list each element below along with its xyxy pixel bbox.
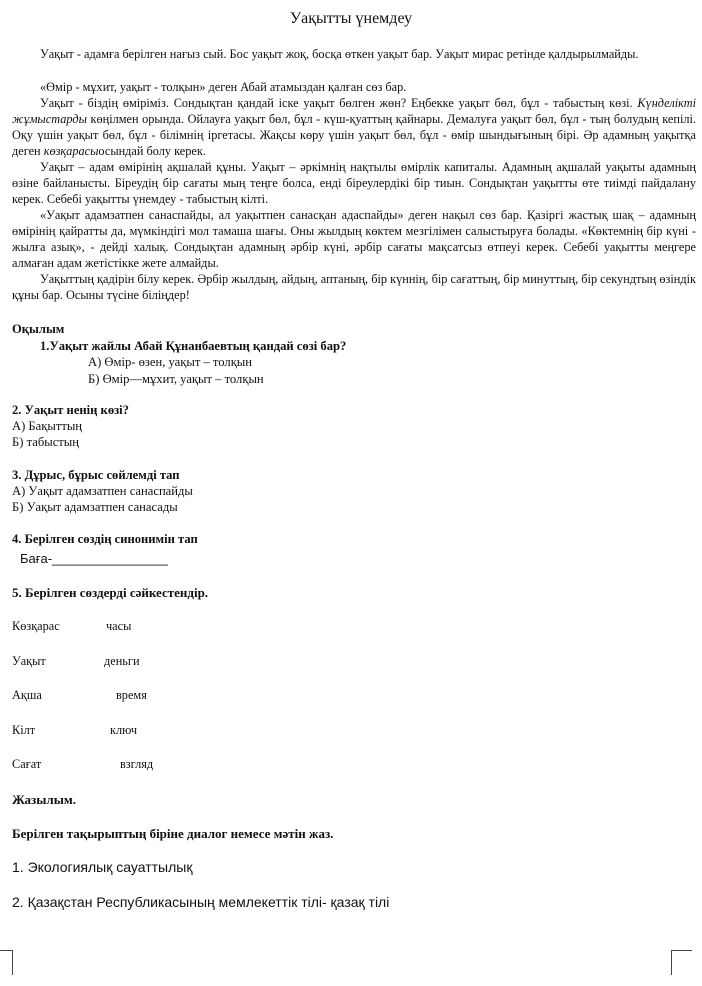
- paragraph-3-text-b: көңілмен орында. Ойлауға уақыт бөл, бұл - күш-қуаттың қайнары. Демалуға уақыт бөл, бұл - тың болудың кепілі. Оқу үшін уақыт бөл, бұл - білімнің іргетасы. Жақсы көру үшін уақыт бөл, бұл - өмір шындығының бірі. Әр адамның уақытқа деген: [12, 111, 696, 158]
- writing-heading: Жазылым.: [12, 792, 76, 807]
- question-2-option-a: А) Бақыттың: [12, 419, 83, 433]
- match-kk-4: Кілт: [12, 723, 36, 737]
- reading-heading: Оқылым: [12, 322, 65, 336]
- writing-topic-2: 2. Қазақстан Республикасының мемлекеттік тілі- қазақ тілі: [12, 894, 390, 910]
- match-kk-3: Ақша: [12, 688, 42, 702]
- paragraph-4: Уақыт – адам өмірінің ақшалай құны. Уақыт – әркімнің нақтылы өмірлік капиталы. Адамның ақшалай уақыты адамның өзіне байланысты. Біреудің бір сағаты мың теңге болса, енді біреулердікі бір тиын. Сондықтан уақытты өте тиімді пайдалану керек. Себебі уақытты үнемдеу - табыстың кілті.: [12, 160, 696, 206]
- question-3: 3. Дұрыс, бұрыс сөйлемді тап: [12, 468, 180, 482]
- writing-topic-1: 1. Экологиялық сауаттылық: [12, 859, 193, 875]
- match-ru-1: часы: [106, 619, 132, 633]
- question-4: 4. Берілген сөздің синонимін тап: [12, 532, 198, 546]
- question-1-option-b: Б) Өмір—мұхит, уақыт – толқын: [88, 372, 264, 386]
- paragraph-2: «Өмір - мұхит, уақыт - толқын» деген Абай атамыздан қалған сөз бар.: [40, 80, 407, 94]
- paragraph-3-italic-b: көзқарасы: [43, 143, 99, 158]
- question-3-option-b: Б) Уақыт адамзатпен санасады: [12, 500, 178, 514]
- paragraph-5: «Уақыт адамзатпен санаспайды, ал уақытпен санасқан адаспайды» деген нақыл сөз бар. Қазіргі жастық шақ – адамның өмірінің қайратты да, мүмкіндігі мол тамаша шағы. Оны жылдың көктем мезгілімен салыстыруға болады. «Көктемнің бір күні - жылға азық», - дейді халық. Сондықтан адамның әрбір күні, әрбір сағаты мақсатсыз өтпеуі керек. Себебі уақытты меңгере алмаған адам жетістікке жете алмайды.: [12, 208, 696, 270]
- match-ru-3: время: [116, 688, 147, 702]
- paragraph-6: Уақыттың қадірін білу керек. Әрбір жылдың, айдың, аптаның, бір күннің, бір сағаттың, бір минуттың, бір секундтың өзіндік құны бар. Осыны түсіне біліңдер!: [12, 272, 696, 302]
- paragraph-3-text-a: Уақыт - біздің өміріміз. Сондықтан қандай іске уақыт бөлген жөн? Еңбекке уақыт бөл, бұл - табыстың көзі.: [40, 96, 638, 110]
- question-3-option-a: А) Уақыт адамзатпен санаспайды: [12, 484, 193, 498]
- paragraph-3: [12, 96, 696, 160]
- question-2: 2. Уақыт ненің көзі?: [12, 403, 129, 417]
- question-4-answer-line: Баға-________________: [20, 551, 168, 566]
- match-kk-1: Көзқарас: [12, 619, 60, 633]
- paragraph-3-text-c: осындай болу керек.: [98, 143, 206, 158]
- match-kk-5: Сағат: [12, 757, 42, 771]
- question-2-option-b: Б) табыстың: [12, 435, 79, 449]
- paragraph-1: Уақыт - адамға берілген нағыз сый. Бос уақыт жоқ, босқа өткен уақыт бар. Уақыт мирас ретінде қалдырылмайды.: [40, 47, 639, 61]
- page-corner-mark-left: [0, 950, 13, 975]
- question-1-option-a: А) Өмір- өзен, уақыт – толқын: [88, 355, 253, 369]
- paragraph-3-italic-a: Күнделікті жұмыстарды: [12, 96, 696, 126]
- page-title: Уақытты үнемдеу: [289, 10, 413, 27]
- match-ru-5: взгляд: [120, 757, 154, 771]
- question-5: 5. Берілген сөздерді сәйкестендір.: [12, 585, 209, 600]
- match-ru-4: ключ: [110, 723, 138, 737]
- writing-task: Берілген тақырыптың біріне диалог немесе мәтін жаз.: [12, 826, 334, 841]
- match-kk-2: Уақыт: [12, 654, 46, 668]
- page-corner-mark-right: [671, 950, 692, 975]
- match-ru-2: деньги: [104, 654, 140, 668]
- question-1: 1.Уақыт жайлы Абай Құнанбаевтың қандай сөзі бар?: [40, 339, 347, 353]
